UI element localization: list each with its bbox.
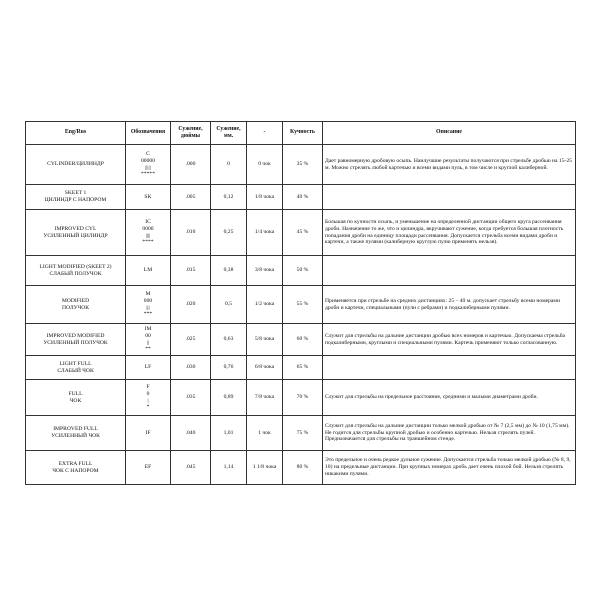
choke-fraction: 0 чок [247, 145, 283, 185]
choke-description: Дает равномерную дробовую осыпь. Наилучшие результаты получаются при стрельбе дробью на 15-25 м. Можно стрелять любой картечью и всеми видами пуль, в том числе и круглой калиберной. [323, 145, 576, 185]
choke-marking: EF [126, 451, 171, 485]
choke-fraction: 1/8 чока [247, 185, 283, 210]
table-row [26, 416, 576, 451]
choke-fraction: 3/8 чока [247, 256, 283, 286]
choke-table [25, 121, 576, 485]
choke-pattern: 50 % [283, 256, 323, 286]
choke-mm: 0 [211, 145, 247, 185]
choke-marking: C 00000 ||||| ***** [126, 145, 171, 185]
choke-inch: .005 [171, 185, 211, 210]
header-pattern: Кучность [283, 122, 323, 145]
choke-fraction: 1/4 чока [247, 210, 283, 256]
choke-fraction: 1 1/8 чока [247, 451, 283, 485]
header-row [26, 122, 576, 145]
choke-marking: IC 0000 |||| **** [126, 210, 171, 256]
choke-description: Применяется при стрельбе на средних дистанциях: 25 – 40 м. допускает стрельбу всеми номерами дроби и картечи, специальными (пули с ребрами) и подкалиберными пулями. [323, 286, 576, 324]
choke-pattern: 45 % [283, 210, 323, 256]
header-choke-inch: Сужение, дюймы [171, 122, 211, 145]
choke-fraction: 1/2 чока [247, 286, 283, 324]
choke-fraction: 5/8 чока [247, 324, 283, 356]
choke-marking: M 000 ||| *** [126, 286, 171, 324]
table-row [26, 145, 576, 185]
choke-marking: F 0 | * [126, 380, 171, 416]
choke-pattern: 35 % [283, 145, 323, 185]
choke-name: FULL ЧОК [26, 380, 126, 416]
table-row [26, 324, 576, 356]
choke-marking: SK [126, 185, 171, 210]
header-eng-rus: Eng/Rus [26, 122, 126, 145]
choke-description [323, 256, 576, 286]
choke-mm: 0,25 [211, 210, 247, 256]
choke-inch: .035 [171, 380, 211, 416]
choke-fraction: 6/8 чока [247, 356, 283, 380]
choke-name: SKEET 1 ЦИЛИНДР С НАПОРОМ [26, 185, 126, 210]
choke-description: Служит для стрельбы на дальние дистанции только мелкой дробью от № 7 (2,5 мм) до № 10 (1,75 мм). Не годится для стрельбы крупной дробью и особенно картечью. Нельзя стрелять пулей. Предназначается для стрельбы на траншейном стенде. [323, 416, 576, 451]
table-row [26, 256, 576, 286]
choke-description [323, 185, 576, 210]
choke-marking: IF [126, 416, 171, 451]
table-row [26, 185, 576, 210]
choke-description: Служит для стрельбы на дальние дистанции дробью всех номеров и картечью. Допускаема стрельба подкалиберными, круглыми и специальными пулями. Картечь применяют только согласованную. [323, 324, 576, 356]
choke-marking: IM 00 || ** [126, 324, 171, 356]
choke-inch: .040 [171, 416, 211, 451]
choke-inch: .020 [171, 286, 211, 324]
table-row [26, 210, 576, 256]
table-row [26, 286, 576, 324]
choke-mm: 0,89 [211, 380, 247, 416]
choke-name: IMPROVED FULL УСИЛЕННЫЙ ЧОК [26, 416, 126, 451]
choke-marking: LF [126, 356, 171, 380]
header-marking: Обозначения [126, 122, 171, 145]
choke-inch: .000 [171, 145, 211, 185]
choke-pattern: 60 % [283, 324, 323, 356]
table-row [26, 451, 576, 485]
choke-pattern: 55 % [283, 286, 323, 324]
choke-mm: 0,5 [211, 286, 247, 324]
choke-inch: .030 [171, 356, 211, 380]
choke-marking: LM [126, 256, 171, 286]
choke-description [323, 356, 576, 380]
choke-description: Большая по кучности осыпь, и уменьшение на определенной дистанции общего круга рассеивания дроби. Назначение то же, что и цилиндра, вкручивают сужение, когда требуется большая плотность попадания дроби на единицу площади рассеивания. Допускается стрельба всеми видами дроби и картечи, а также пулями (калиберную круглую пулю применять нельзя). [323, 210, 576, 256]
choke-mm: 1,01 [211, 416, 247, 451]
choke-name: MODIFIED ПОЛУЧОК [26, 286, 126, 324]
header-choke-mm: Сужение, мм. [211, 122, 247, 145]
choke-description: Это предельное и очень редкое дульное сужение. Допускается стрельба только мелкой дробью (№ 8, 9, 10) на предельные дистанции. При крупных номерах дробь дает очень плохой бой. Нельзя стрелять никакими пулями. [323, 451, 576, 485]
choke-pattern: 80 % [283, 451, 323, 485]
choke-pattern: 65 % [283, 356, 323, 380]
header-description: Описание [323, 122, 576, 145]
choke-mm: 0,76 [211, 356, 247, 380]
choke-mm: 0,63 [211, 324, 247, 356]
choke-inch: .045 [171, 451, 211, 485]
choke-name: CYLINDER/ЦИЛИНДР [26, 145, 126, 185]
choke-pattern: 70 % [283, 380, 323, 416]
choke-name: LIGHT MODIFIED (SKEET 2) СЛАБЫЙ ПОЛУЧОК [26, 256, 126, 286]
choke-fraction: 1 чок [247, 416, 283, 451]
choke-name: EXTRA FULL ЧОК С НАПОРОМ [26, 451, 126, 485]
choke-name: LIGHT FULL СЛАБЫЙ ЧОК [26, 356, 126, 380]
choke-pattern: 40 % [283, 185, 323, 210]
table-row [26, 356, 576, 380]
choke-inch: .025 [171, 324, 211, 356]
choke-name: IMPROVED CYL УСИЛЕННЫЙ ЦИЛИНДР [26, 210, 126, 256]
header-fraction: - [247, 122, 283, 145]
choke-pattern: 75 % [283, 416, 323, 451]
table-row [26, 380, 576, 416]
choke-inch: .015 [171, 256, 211, 286]
choke-mm: 0,12 [211, 185, 247, 210]
choke-name: IMPROVED MODIFIED УСИЛЕННЫЙ ПОЛУЧОК [26, 324, 126, 356]
choke-inch: .010 [171, 210, 211, 256]
choke-mm: 0,38 [211, 256, 247, 286]
choke-mm: 1,14 [211, 451, 247, 485]
choke-fraction: 7/8 чока [247, 380, 283, 416]
choke-description: Служит для стрельбы на предельное расстояние, средними и малыми диаметрами дроби. [323, 380, 576, 416]
